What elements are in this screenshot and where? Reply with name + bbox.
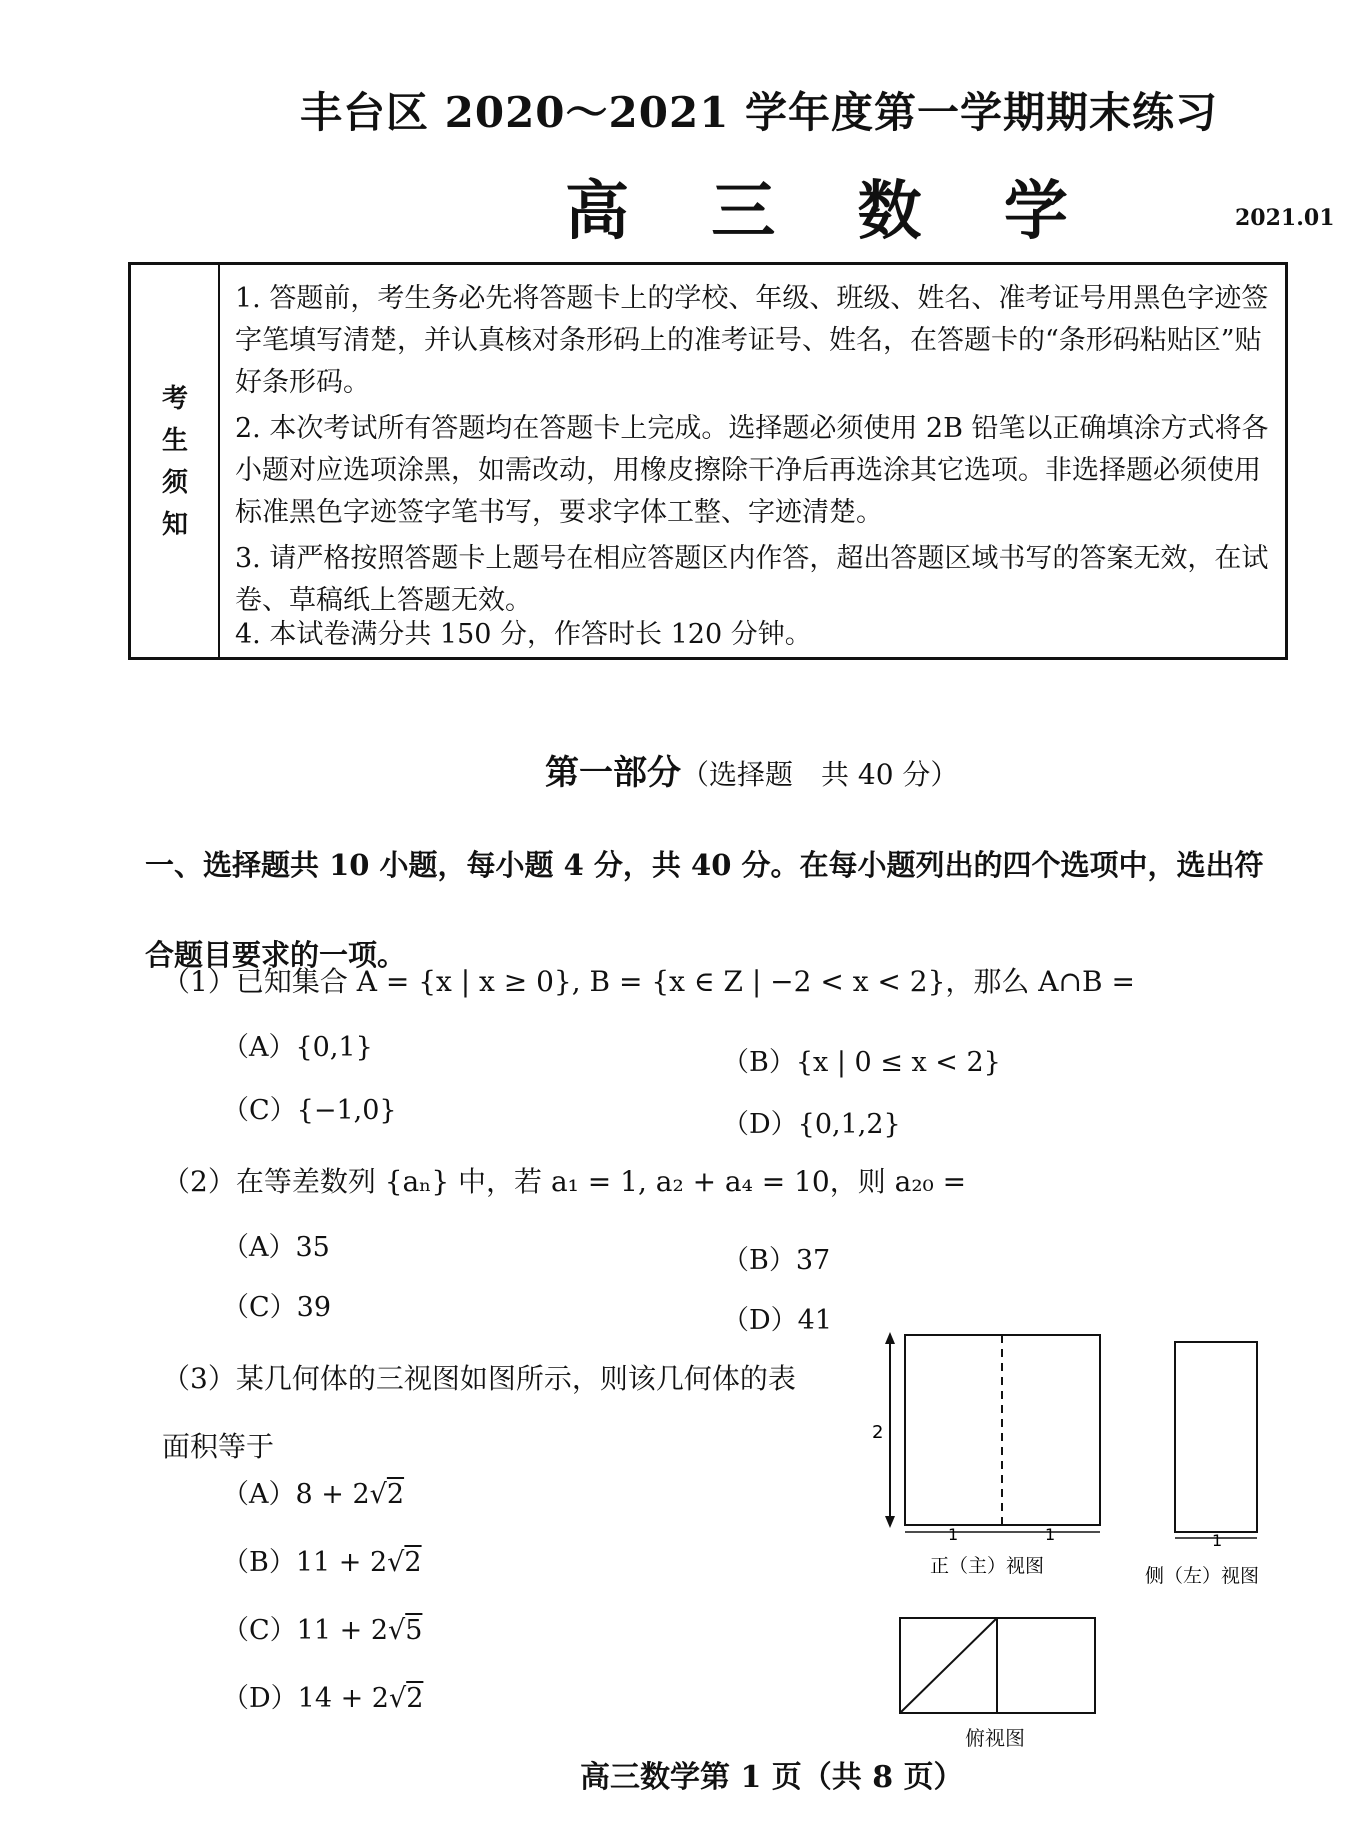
question-2-stem: （2）在等差数列 {aₙ} 中，若 a₁ = 1, a₂ + a₄ = 10，则 a₂₀ = (162, 1165, 967, 1198)
width-dimension-label-1: 1 (948, 1525, 959, 1544)
notice-item-2: 2. 本次考试所有答题均在答题卡上完成。选择题必须使用 2B 铅笔以正确填涂方式将各小题对应选项涂黑，如需改动，用橡皮擦除干净后再选涂其它选项。非选择题必须使用标准黑色字迹签字笔书写，要求字体工整、字迹清楚。 (235, 413, 1269, 528)
option-radicand: 5 (405, 1615, 423, 1646)
width-dimension-label-2: 1 (1045, 1525, 1056, 1544)
notice-label-char: 知 (161, 510, 188, 540)
top-view-label: 俯视图 (965, 1726, 1025, 1750)
option-expression: 8 + 2 (295, 1479, 370, 1510)
notice-item-1: 1. 答题前，考生务必先将答题卡上的学校、年级、班级、姓名、准考证号用黑色字迹签字笔填写清楚，并认真核对条形码上的准考证号、姓名，在答题卡的“条形码粘贴区”贴好条形码。 (235, 283, 1269, 398)
notice-item-4: 4. 本试卷满分共 150 分，作答时长 120 分钟。 (235, 619, 812, 650)
question-2-option-b: （B）37 (722, 1245, 831, 1276)
section-instruction: 一、选择题共 10 小题，每小题 4 分，共 40 分。在每小题列出的四个选项中，选出符合题目要求的一项。 (145, 848, 1264, 972)
notice-label-char: 考 (161, 384, 188, 414)
height-dimension-label: 2 (872, 1422, 884, 1443)
exam-header: 丰台区 2020～2021 学年度第一学期期末练习 (300, 88, 1219, 137)
section-title (545, 745, 958, 794)
front-view-label: 正（主）视图 (930, 1555, 1045, 1577)
question-1-option-c: （C）{−1,0} (222, 1095, 397, 1126)
option-expression: 11 + 2 (296, 1615, 388, 1646)
option-prefix: （D） (222, 1683, 298, 1714)
top-view-diagonal (900, 1618, 997, 1713)
option-radicand: 2 (386, 1479, 405, 1510)
notice-item-3: 3. 请严格按照答题卡上题号在相应答题区内作答，超出答题区域书写的答案无效，在试卷、草稿纸上答题无效。 (235, 543, 1269, 616)
option-expression: 11 + 2 (295, 1547, 388, 1578)
option-expression: 14 + 2 (297, 1683, 389, 1714)
arrow-up-icon (885, 1332, 895, 1344)
section-title-main: 第一部分 (545, 753, 681, 793)
question-3-option-a: （A）8 + 2√2 (222, 1479, 405, 1510)
section-subtitle: （选择题 共 40 分） (681, 758, 959, 791)
question-1-option-a: （A）{0,1} (222, 1032, 373, 1063)
notice-label-char: 生 (161, 426, 188, 456)
question-3-stem: （3）某几何体的三视图如图所示，则该几何体的表面积等于 (162, 1362, 796, 1463)
question-2-option-d: （D）41 (722, 1305, 833, 1336)
notice-label (160, 378, 190, 546)
question-2-option-a: （A）35 (222, 1232, 330, 1263)
option-prefix: （B） (222, 1547, 296, 1578)
question-2-option-c: （C）39 (222, 1292, 332, 1323)
option-radicand: 2 (406, 1683, 424, 1714)
exam-date: 2021.01 (1235, 205, 1335, 231)
question-3-option-c: （C）11 + 2√5 (222, 1615, 423, 1646)
question-1-option-d: （D）{0,1,2} (722, 1109, 901, 1140)
option-radicand: 2 (404, 1547, 422, 1578)
three-view-diagram (860, 1320, 1280, 1740)
page-title: 高 三 数 学 (565, 174, 1098, 249)
question-3-option-d: （D）14 + 2√2 (222, 1683, 424, 1714)
question-1-option-b: （B）{x | 0 ≤ x < 2} (722, 1047, 1001, 1078)
option-prefix: （A） (222, 1479, 296, 1510)
side-view-label: 侧（左）视图 (1145, 1565, 1260, 1587)
notice-label-char: 须 (161, 468, 188, 498)
question-3-option-b: （B）11 + 2√2 (222, 1547, 422, 1578)
option-prefix: （C） (222, 1615, 297, 1646)
page-footer: 高三数学第 1 页（共 8 页） (580, 1760, 964, 1795)
side-view-rect (1175, 1342, 1257, 1532)
arrow-down-icon (885, 1516, 895, 1528)
question-1-stem: （1）已知集合 A = {x | x ≥ 0}, B = {x ∈ Z | −2 < x < 2}，那么 A∩B = (162, 965, 1135, 998)
side-width-label: 1 (1212, 1531, 1223, 1550)
